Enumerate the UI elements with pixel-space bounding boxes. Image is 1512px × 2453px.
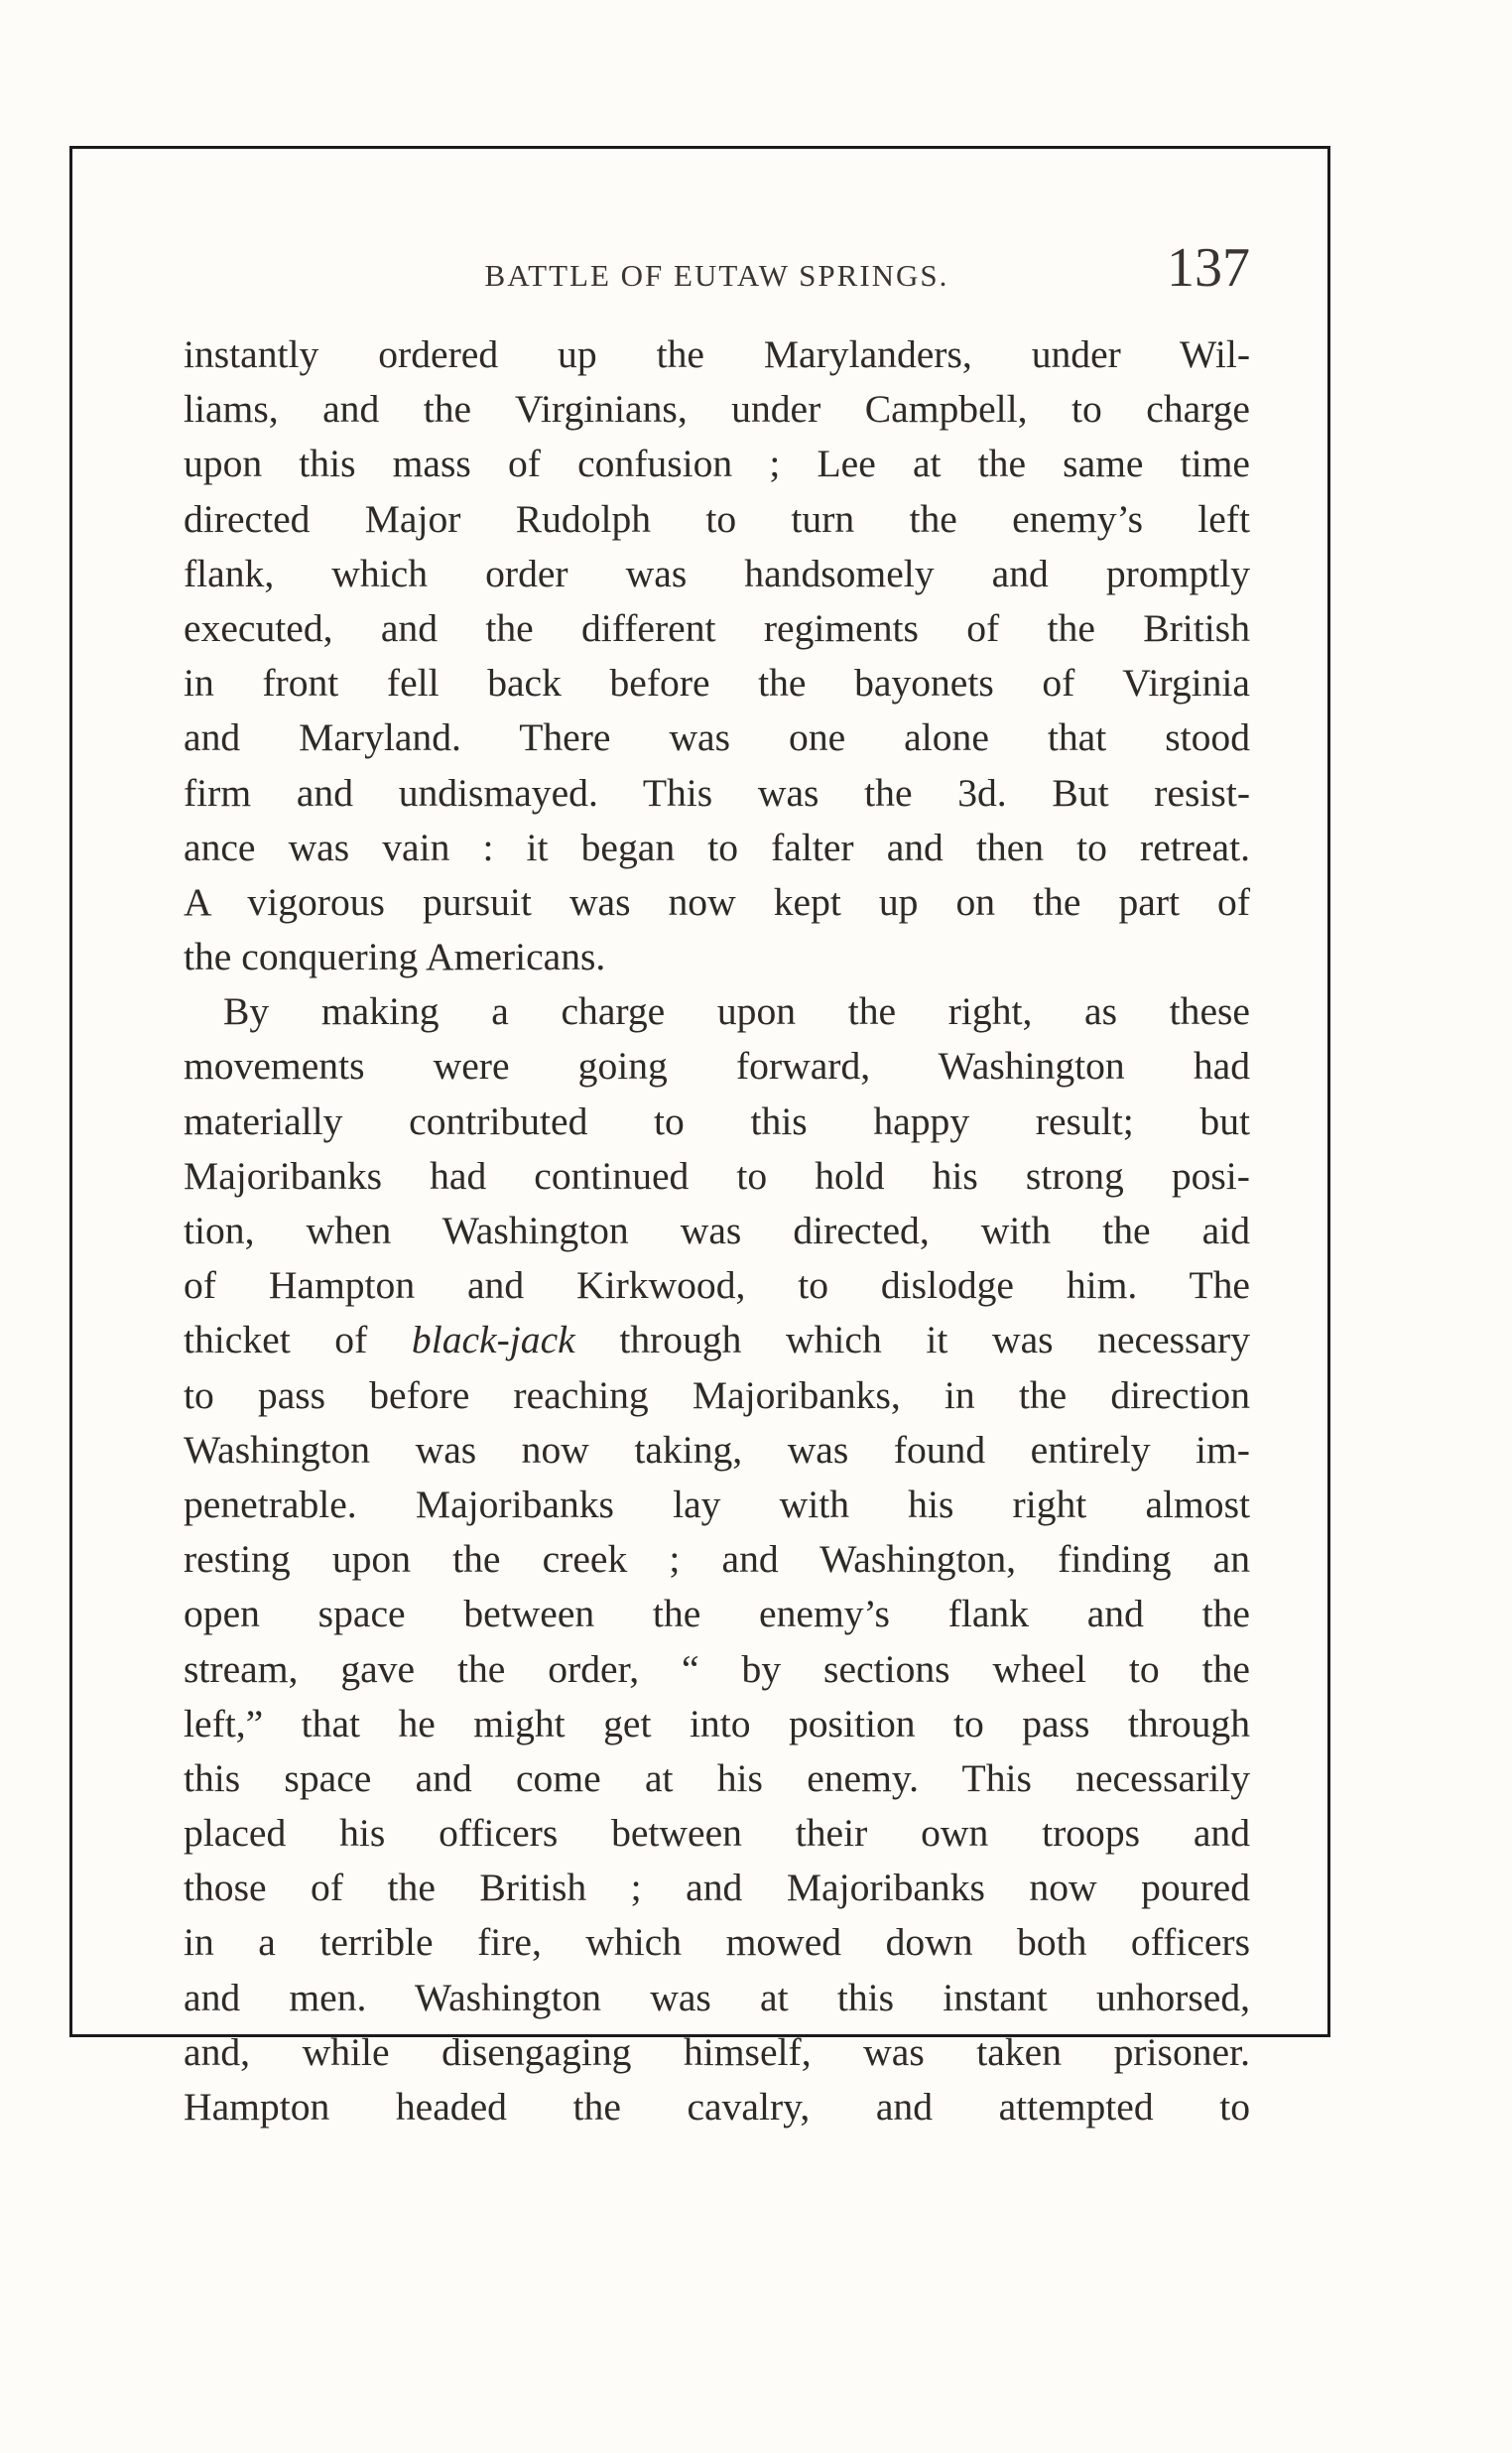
text-segment: through which it was necessary [574, 1318, 1250, 1362]
text-line: materially contributed to this happy result; but [184, 1098, 1250, 1143]
text-line: movements were going forward, Washington had [184, 1044, 1250, 1089]
text-line: stream, gave the order, “ by sections wheel to the [184, 1646, 1250, 1691]
page-number: 137 [1167, 237, 1250, 299]
text-line: in front fell back before the bayonets of Virginia [184, 661, 1250, 706]
text-line: in a terrible fire, which mowed down both officers [184, 1920, 1250, 1965]
text-line: instantly ordered up the Marylanders, under Wil- [184, 332, 1250, 376]
text-line: and men. Washington was at this instant unhorsed, [184, 1975, 1250, 2019]
body-text [184, 327, 1250, 2134]
text-line: of Hampton and Kirkwood, to dislodge him. The [184, 1263, 1250, 1308]
text-line: upon this mass of confusion ; Lee at the same time [184, 442, 1250, 486]
text-line: those of the British ; and Majoribanks now poured [184, 1866, 1250, 1910]
text-line: Washington was now taking, was found entirely im- [184, 1427, 1250, 1472]
text-line: By making a charge upon the right, as these [223, 989, 1250, 1034]
text-segment: thicket of [184, 1318, 412, 1362]
text-line: resting upon the creek ; and Washington, finding an [184, 1537, 1250, 1582]
text-line: and, while disengaging himself, was taken prisoner. [184, 2029, 1250, 2074]
text-line: to pass before reaching Majoribanks, in the direction [184, 1372, 1250, 1417]
text-line: executed, and the different regiments of the British [184, 605, 1250, 650]
text-line: Majoribanks had continued to hold his strong posi- [184, 1153, 1250, 1198]
text-line: liams, and the Virginians, under Campbell, to charge [184, 387, 1250, 432]
running-title: BATTLE OF EUTAW SPRINGS. [484, 258, 949, 293]
text-line: Hampton headed the cavalry, and attempted to [184, 2085, 1250, 2129]
text-line: and Maryland. There was one alone that stood [184, 715, 1250, 760]
text-line: directed Major Rudolph to turn the enemy’s left [184, 496, 1250, 541]
text-line: penetrable. Majoribanks lay with his right almost [184, 1482, 1250, 1526]
text-line: this space and come at his enemy. This necessarily [184, 1755, 1250, 1800]
text-line: left,” that he might get into position to pass through [184, 1701, 1250, 1745]
text-line: flank, which order was handsomely and promptly [184, 551, 1250, 595]
text-line: A vigorous pursuit was now kept up on the part of [184, 879, 1250, 924]
text-line: open space between the enemy’s flank and the [184, 1592, 1250, 1636]
text-line: firm and undismayed. This was the 3d. But resist- [184, 770, 1250, 815]
text-line-with-italic [184, 1313, 1250, 1367]
text-line: the conquering Americans. [184, 935, 606, 979]
text-line: placed his officers between their own troops and [184, 1811, 1250, 1856]
italic-term: black-jack [411, 1318, 575, 1362]
text-line: ance was vain : it began to falter and then to retreat. [184, 825, 1250, 869]
text-line: tion, when Washington was directed, with the aid [184, 1209, 1250, 1252]
running-head [184, 238, 1250, 298]
